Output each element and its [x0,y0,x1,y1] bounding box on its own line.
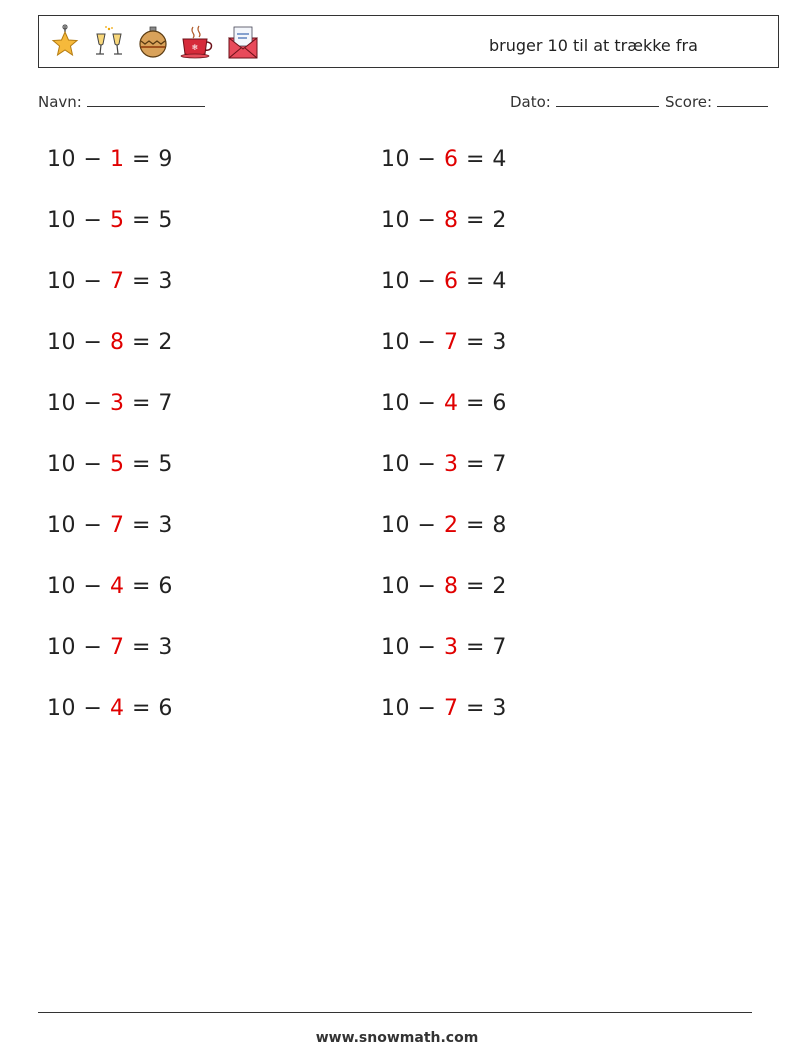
difference: 7 [158,391,173,416]
minus-sign: − [417,635,437,660]
minuend: 10 [47,391,76,416]
subtrahend: 3 [443,635,459,660]
minus-sign: − [417,147,437,172]
footer-divider [38,1012,752,1013]
equals-sign: = [131,330,151,355]
minus-sign: − [83,330,103,355]
difference: 3 [158,269,173,294]
problem-left-10 [47,696,173,721]
subtrahend: 8 [109,330,125,355]
equals-sign: = [465,696,485,721]
equals-sign: = [465,452,485,477]
problem-left-7 [47,513,173,538]
problem-left-8 [47,574,173,599]
subtrahend: 6 [443,147,459,172]
subtrahend: 5 [109,208,125,233]
difference: 5 [158,452,173,477]
minus-sign: − [83,147,103,172]
difference: 2 [492,574,507,599]
subtrahend: 7 [443,696,459,721]
minus-sign: − [83,391,103,416]
problem-right-9 [381,635,507,660]
date-line[interactable] [556,93,659,107]
difference: 5 [158,208,173,233]
subtrahend: 3 [443,452,459,477]
subtrahend: 8 [443,208,459,233]
problem-left-2 [47,208,173,233]
subtrahend: 1 [109,147,125,172]
problem-left-5 [47,391,173,416]
equals-sign: = [131,208,151,233]
date-label: Dato: [510,93,551,111]
christmas-bauble-icon [135,24,171,60]
equals-sign: = [131,574,151,599]
problem-right-10 [381,696,507,721]
subtrahend: 4 [109,574,125,599]
minuend: 10 [47,635,76,660]
equals-sign: = [131,513,151,538]
minus-sign: − [83,269,103,294]
minuend: 10 [381,269,410,294]
minuend: 10 [47,269,76,294]
difference: 6 [158,696,173,721]
difference: 3 [158,513,173,538]
worksheet-header [38,15,779,68]
difference: 6 [492,391,507,416]
minus-sign: − [417,330,437,355]
problem-right-1 [381,147,507,172]
minus-sign: − [83,208,103,233]
difference: 7 [492,635,507,660]
minuend: 10 [381,513,410,538]
minuend: 10 [381,452,410,477]
minus-sign: − [417,452,437,477]
difference: 4 [492,269,507,294]
name-line[interactable] [87,93,205,107]
minuend: 10 [47,574,76,599]
difference: 3 [492,330,507,355]
star-ornament-icon [47,24,83,60]
minuend: 10 [381,635,410,660]
minuend: 10 [47,147,76,172]
minus-sign: − [417,574,437,599]
score-line[interactable] [717,93,768,107]
subtrahend: 7 [109,513,125,538]
minuend: 10 [381,330,410,355]
champagne-glasses-icon [91,24,127,60]
subtrahend: 7 [443,330,459,355]
problem-right-6 [381,452,507,477]
minus-sign: − [83,452,103,477]
minus-sign: − [83,513,103,538]
footer-url: www.snowmath.com [315,1030,479,1046]
subtrahend: 8 [443,574,459,599]
minus-sign: − [83,635,103,660]
problem-right-2 [381,208,507,233]
equals-sign: = [131,269,151,294]
subtrahend: 5 [109,452,125,477]
name-label: Navn: [38,93,82,111]
difference: 6 [158,574,173,599]
minuend: 10 [381,147,410,172]
equals-sign: = [465,208,485,233]
equals-sign: = [465,391,485,416]
problem-left-9 [47,635,173,660]
subtrahend: 7 [109,269,125,294]
difference: 3 [492,696,507,721]
minuend: 10 [47,208,76,233]
problem-right-7 [381,513,507,538]
minuend: 10 [47,513,76,538]
minuend: 10 [381,391,410,416]
difference: 8 [492,513,507,538]
minus-sign: − [83,574,103,599]
subtrahend: 4 [443,391,459,416]
date-field [510,93,659,111]
subtrahend: 7 [109,635,125,660]
subtrahend: 4 [109,696,125,721]
problem-right-5 [381,391,507,416]
problem-left-4 [47,330,173,355]
problem-left-1 [47,147,173,172]
problem-right-4 [381,330,507,355]
minuend: 10 [47,696,76,721]
difference: 4 [492,147,507,172]
problem-left-3 [47,269,173,294]
wishlist-envelope-icon [225,24,261,60]
difference: 9 [158,147,173,172]
score-field [665,93,768,111]
minuend: 10 [381,574,410,599]
hot-cup-icon [179,24,215,60]
equals-sign: = [465,574,485,599]
subtrahend: 2 [443,513,459,538]
score-label: Score: [665,93,713,111]
subtrahend: 3 [109,391,125,416]
difference: 3 [158,635,173,660]
equals-sign: = [131,147,151,172]
minus-sign: − [417,513,437,538]
minus-sign: − [417,391,437,416]
equals-sign: = [465,635,485,660]
minuend: 10 [47,330,76,355]
minus-sign: − [417,269,437,294]
problem-left-6 [47,452,173,477]
minuend: 10 [381,696,410,721]
equals-sign: = [465,330,485,355]
subtrahend: 6 [443,269,459,294]
problem-right-3 [381,269,507,294]
minuend: 10 [47,452,76,477]
equals-sign: = [465,269,485,294]
difference: 2 [492,208,507,233]
svg-text:❄: ❄ [191,43,199,52]
minus-sign: − [417,696,437,721]
equals-sign: = [131,452,151,477]
equals-sign: = [131,696,151,721]
equals-sign: = [131,635,151,660]
difference: 7 [492,452,507,477]
name-field [38,93,205,111]
minuend: 10 [381,208,410,233]
difference: 2 [158,330,173,355]
equals-sign: = [131,391,151,416]
worksheet-title: bruger 10 til at trække fra [489,36,698,55]
problem-right-8 [381,574,507,599]
minus-sign: − [417,208,437,233]
minus-sign: − [83,696,103,721]
equals-sign: = [465,513,485,538]
equals-sign: = [465,147,485,172]
